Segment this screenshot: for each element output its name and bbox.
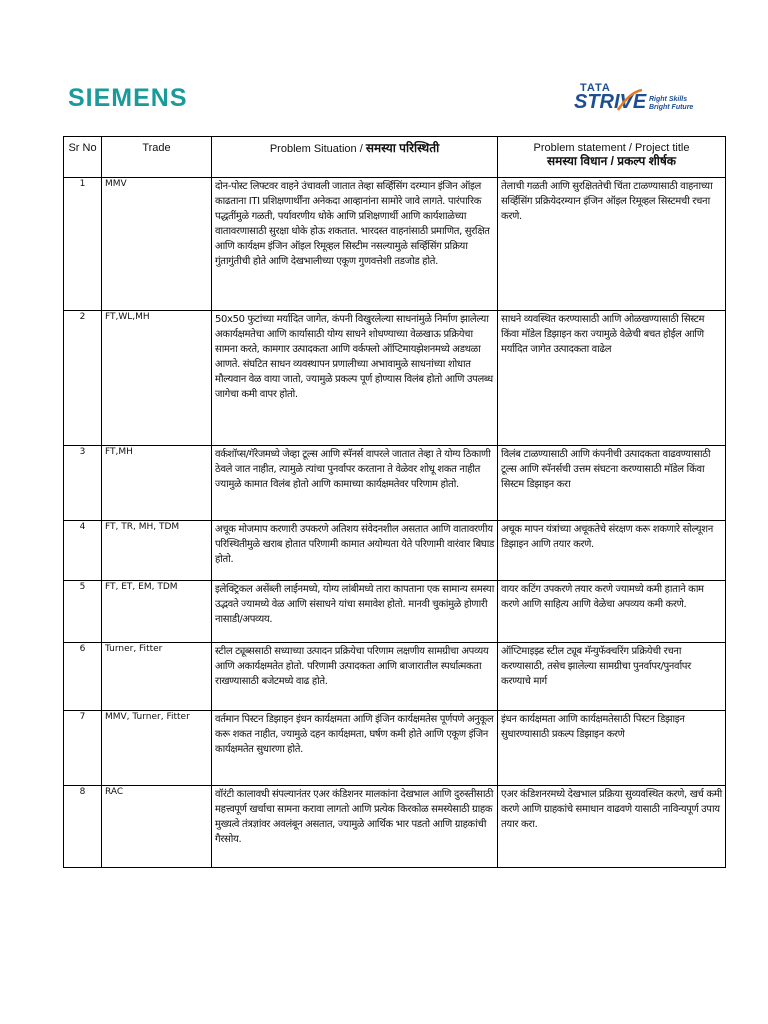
table-row [64, 446, 726, 521]
table-row [64, 581, 726, 643]
cell-statement: वायर कटिंग उपकरणे तयार करणे ज्यामध्ये कमी हाताने काम करणे आणि साहित्य आणि वेळेचा अपव्यय कमी करणे. [498, 581, 726, 643]
cell-situation: स्टील ट्यूब्ससाठी सध्याच्या उत्पादन प्रक्रियेचा परिणाम लक्षणीय सामग्रीचा अपव्यय आणि अकार्यक्षमतेत होतो. परिणामी उत्पादकता आणि बाजारातील स्पर्धात्मकता राखण्यासाठी बजेटमध्ये वाढ होते. [212, 643, 498, 711]
cell-trade: FT, TR, MH, TDM [102, 521, 212, 581]
tata-strive-logo [574, 82, 704, 122]
header-problem-situation-en: Problem Situation / [269, 143, 363, 155]
cell-situation: इलेक्ट्रिकल असेंब्ली लाईनमध्ये, योग्य लांबीमध्ये तारा कापताना एक सामान्य समस्या उद्भवते ज्यामध्ये वेळ आणि संसाधने यांचा समावेश होतो. मानवी चुकांमुळे होणारी नासाडी/अपव्यय. [212, 581, 498, 643]
cell-situation: दोन-पोस्ट लिफ्टवर वाहने उंचावली जातात तेव्हा सर्व्हिसिंग दरम्यान इंजिन ऑइल काढताना ITI प्रशिक्षणार्थींना अनेकदा आव्हानांना सामोरे जावे लागते. पारंपारिक पद्धतींमुळे गळती, पर्यावरणीय धोके आणि प्रशिक्षणार्थी आणि कार्यशाळेच्या वातावरणासाठी सुरक्षा धोके होऊ शकतात. भारदस्त वाहनांसाठी प्रमाणित, सुरक्षित आणि कार्यक्षम इंजिन ऑइल रिमूव्हल सिस्टीम नसल्यामुळे सर्व्हिसिंग प्रक्रिया गुंतागुंतीची होते आणि देखभालीच्या एकूण गुणवत्तेशी तडजोड होते. [212, 178, 498, 311]
cell-trade: MMV [102, 178, 212, 311]
cell-trade: FT, ET, EM, TDM [102, 581, 212, 643]
tagline-line-2: Bright Future [649, 104, 694, 111]
cell-sr: 6 [64, 643, 102, 711]
cell-statement: तेलाची गळती आणि सुरक्षिततेची चिंता टाळण्यासाठी वाहनाच्या सर्व्हिसिंग प्रक्रियेदरम्यान इंजिन ऑइल रिमूव्हल सिस्टमची रचना करणे. [498, 178, 726, 311]
cell-sr: 5 [64, 581, 102, 643]
cell-trade: FT,WL,MH [102, 311, 212, 446]
strive-logo-text: STRIVE [574, 91, 647, 113]
header-problem-statement-mr: समस्या विधान / प्रकल्प शीर्षक [546, 154, 677, 168]
header-sr-no: Sr No [64, 137, 102, 178]
cell-statement: अचूक मापन यंत्रांच्या अचूकतेचे संरक्षण करू शकणारे सोल्यूशन डिझाइन आणि तयार करणे. [498, 521, 726, 581]
cell-situation: वॉरंटी कालावधी संपल्यानंतर एअर कंडिशनर मालकांना देखभाल आणि दुरुस्तीसाठी महत्त्वपूर्ण खर्चाचा सामना करावा लागतो आणि प्रत्येक किरकोळ समस्येसाठी ग्राहक मुख्यत्वे तंत्रज्ञांवर अवलंबून असतात, ज्यामुळे आर्थिक भार पडतो आणि ग्राहकांची गैरसोय. [212, 786, 498, 868]
cell-sr: 8 [64, 786, 102, 868]
table-row [64, 178, 726, 311]
cell-sr: 4 [64, 521, 102, 581]
siemens-logo: SIEMENS [68, 84, 188, 112]
cell-statement: इंधन कार्यक्षमता आणि कार्यक्षमतेसाठी पिस्टन डिझाइन सुधारण्यासाठी प्रकल्प डिझाइन करणे [498, 711, 726, 786]
table-row [64, 786, 726, 868]
cell-situation: अचूक मोजमाप करणारी उपकरणे अतिशय संवेदनशील असतात आणि वातावरणीय परिस्थितीमुळे खराब होतात परिणामी कामात अयोग्यता येते परिणामी वारंवार बिघाड होतो. [212, 521, 498, 581]
cell-sr: 3 [64, 446, 102, 521]
cell-situation: वर्तमान पिस्टन डिझाइन इंधन कार्यक्षमता आणि इंजिन कार्यक्षमतेस पूर्णपणे अनुकूल करू शकत नाहीत, ज्यामुळे दहन कार्यक्षमता, घर्षण कमी होते आणि एकूण इंजिन कार्यक्षमतेत सुधारणा होते. [212, 711, 498, 786]
tata-tagline [649, 96, 693, 112]
table-row [64, 311, 726, 446]
cell-sr: 1 [64, 178, 102, 311]
tata-logo-text: TATA [580, 82, 611, 94]
cell-statement: साधने व्यवस्थित करण्यासाठी आणि ओळखण्यासाठी सिस्टम किंवा मॉडेल डिझाइन करा ज्यामुळे वेळेची बचत होईल आणि मर्यादित जागेत उत्पादकता वाढेल [498, 311, 726, 446]
header-problem-situation [212, 137, 498, 178]
cell-situation: 50x50 फुटांच्या मर्यादित जागेत, कंपनी विखुरलेल्या साधनांमुळे निर्माण झालेल्या अकार्यक्षमतेचा आणि कार्यासाठी योग्य साधने शोधण्याच्या वेळखाऊ प्रक्रियेचा सामना करते, कामगार उत्पादकता आणि वर्कफ्लो ऑप्टिमायझेशनमध्ये अडथळा आणते. संघटित साधन व्यवस्थापन प्रणालीच्या अभावामुळे साधनांच्या शोधात मौल्यवान वेळ वाया जातो, ज्यामुळे प्रकल्प पूर्ण होण्यास विलंब होतो आणि उपलब्ध जागेचा कमी वापर होतो. [212, 311, 498, 446]
cell-statement: ऑप्टिमाइझ्ड स्टील ट्यूब मॅन्युफॅक्चरिंग प्रक्रियेची रचना करण्यासाठी, तसेच झालेल्या सामग्रीचा पुनर्वापर/पुनर्वापर करण्याचे मार्ग [498, 643, 726, 711]
table-header-row [64, 137, 726, 178]
cell-situation: वर्कशॉप्स/गॅरेजमध्ये जेव्हा टूल्स आणि स्पॅनर्स वापरले जातात तेव्हा ते योग्य ठिकाणी ठेवले जात नाहीत, त्यामुळे त्यांचा पुनर्वापर करताना ते वेळेवर शोधू शकत नाहीत ज्यामुळे कामात विलंब होतो आणि कामाच्या कार्यक्षमतेवर परिणाम होतो. [212, 446, 498, 521]
table-row [64, 711, 726, 786]
cell-sr: 7 [64, 711, 102, 786]
strive-swoosh-icon [598, 88, 644, 114]
header-problem-statement [498, 137, 726, 178]
cell-statement: विलंब टाळण्यासाठी आणि कंपनीची उत्पादकता वाढवण्यासाठी टूल्स आणि स्पॅनर्सची उत्तम संघटना करण्यासाठी मॉडेल किंवा सिस्टम डिझाइन करा [498, 446, 726, 521]
cell-trade: FT,MH [102, 446, 212, 521]
cell-trade: Turner, Fitter [102, 643, 212, 711]
cell-statement: एअर कंडिशनरमध्ये देखभाल प्रक्रिया सुव्यवस्थित करणे, खर्च कमी करणे आणि ग्राहकांचे समाधान वाढवणे यासाठी नाविन्यपूर्ण उपाय तयार करा. [498, 786, 726, 868]
header-problem-statement-en: Problem statement / Project title [533, 142, 690, 154]
header-problem-situation-mr: समस्या परिस्थिती [365, 141, 440, 155]
table-row [64, 643, 726, 711]
tagline-line-1: Right Skills [649, 96, 688, 103]
header-trade: Trade [102, 137, 212, 178]
problem-table [63, 136, 726, 868]
cell-trade: RAC [102, 786, 212, 868]
cell-trade: MMV, Turner, Fitter [102, 711, 212, 786]
table-row [64, 521, 726, 581]
cell-sr: 2 [64, 311, 102, 446]
